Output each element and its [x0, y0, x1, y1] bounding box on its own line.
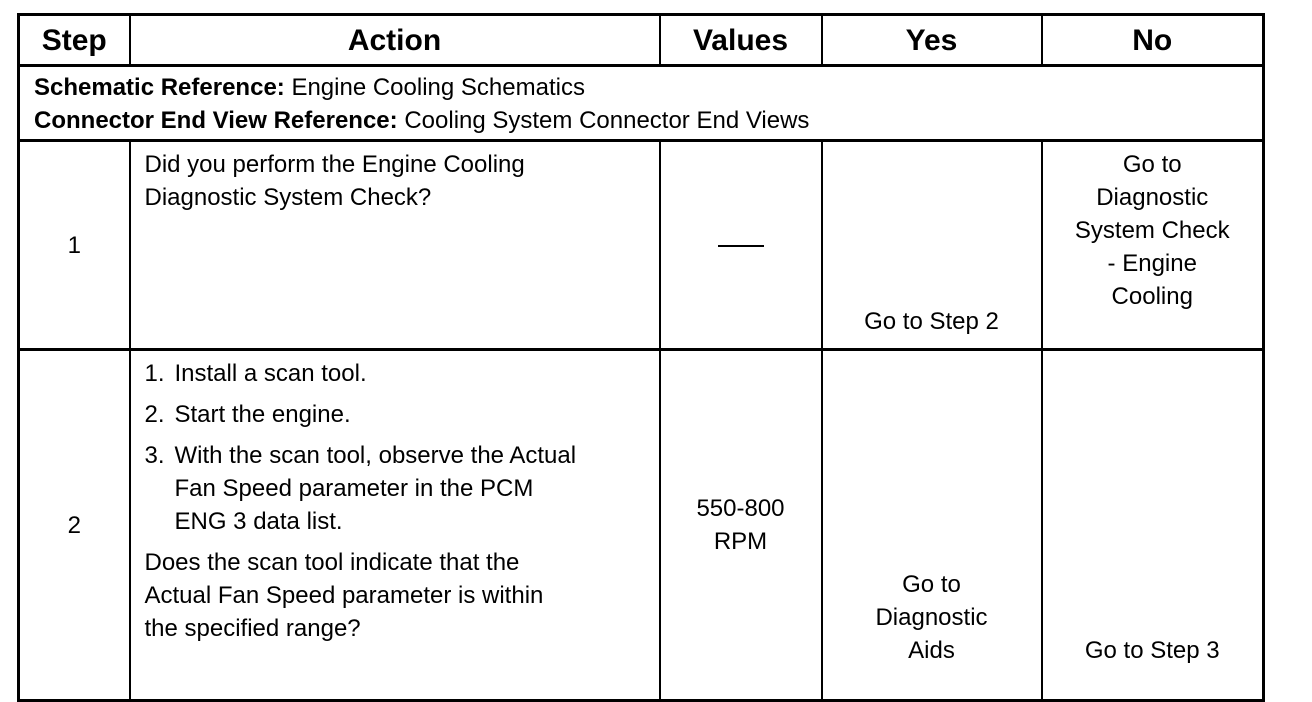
- list-item-text: With the scan tool, observe the Actual Fan Speed parameter in the PCM ENG 3 data list.: [174, 442, 577, 535]
- list-item-number: 2.: [144, 401, 165, 428]
- no-action: Go to Step 3: [1042, 350, 1264, 701]
- connector-reference-label: Connector End View Reference:: [34, 107, 398, 134]
- schematic-reference: [34, 71, 1262, 104]
- action-text: Did you perform the Engine Cooling Diagnostic System Check?: [130, 141, 660, 350]
- list-item: [145, 398, 649, 431]
- list-item-number: 1.: [144, 360, 165, 387]
- yes-action: Go to Diagnostic Aids: [822, 350, 1042, 701]
- header-step: Step: [19, 15, 130, 66]
- schematic-reference-value: Engine Cooling Schematics: [291, 74, 585, 101]
- table-row-step-2: [19, 350, 1264, 701]
- list-item: [145, 439, 649, 538]
- values-cell: 550-800 RPM: [660, 350, 822, 701]
- header-action: Action: [130, 15, 660, 66]
- values-cell: [660, 141, 822, 350]
- yes-action: Go to Step 2: [822, 141, 1042, 350]
- table-row-step-1: [19, 141, 1264, 350]
- schematic-reference-label: Schematic Reference:: [34, 74, 285, 101]
- connector-reference-value: Cooling System Connector End Views: [404, 107, 810, 134]
- no-action: Go to Diagnostic System Check - Engine Cooling: [1042, 141, 1264, 350]
- header-yes: Yes: [822, 15, 1042, 66]
- header-no: No: [1042, 15, 1264, 66]
- reference-cell: [19, 66, 1264, 141]
- step-number: 1: [19, 141, 130, 350]
- diagnostic-table: [17, 13, 1265, 702]
- action-cell: [130, 350, 660, 701]
- list-item-number: 3.: [144, 442, 165, 469]
- question-text: Does the scan tool indicate that the Actual Fan Speed parameter is within the specified range?: [144, 549, 544, 642]
- step-number: 2: [19, 350, 130, 701]
- list-item-text: Install a scan tool.: [174, 360, 367, 387]
- header-values: Values: [660, 15, 822, 66]
- list-item: [145, 357, 649, 390]
- header-row: [19, 15, 1264, 66]
- connector-reference: [34, 104, 1262, 137]
- empty-value-dash: [718, 245, 764, 247]
- reference-row: [19, 66, 1264, 141]
- list-item-text: Start the engine.: [174, 401, 351, 428]
